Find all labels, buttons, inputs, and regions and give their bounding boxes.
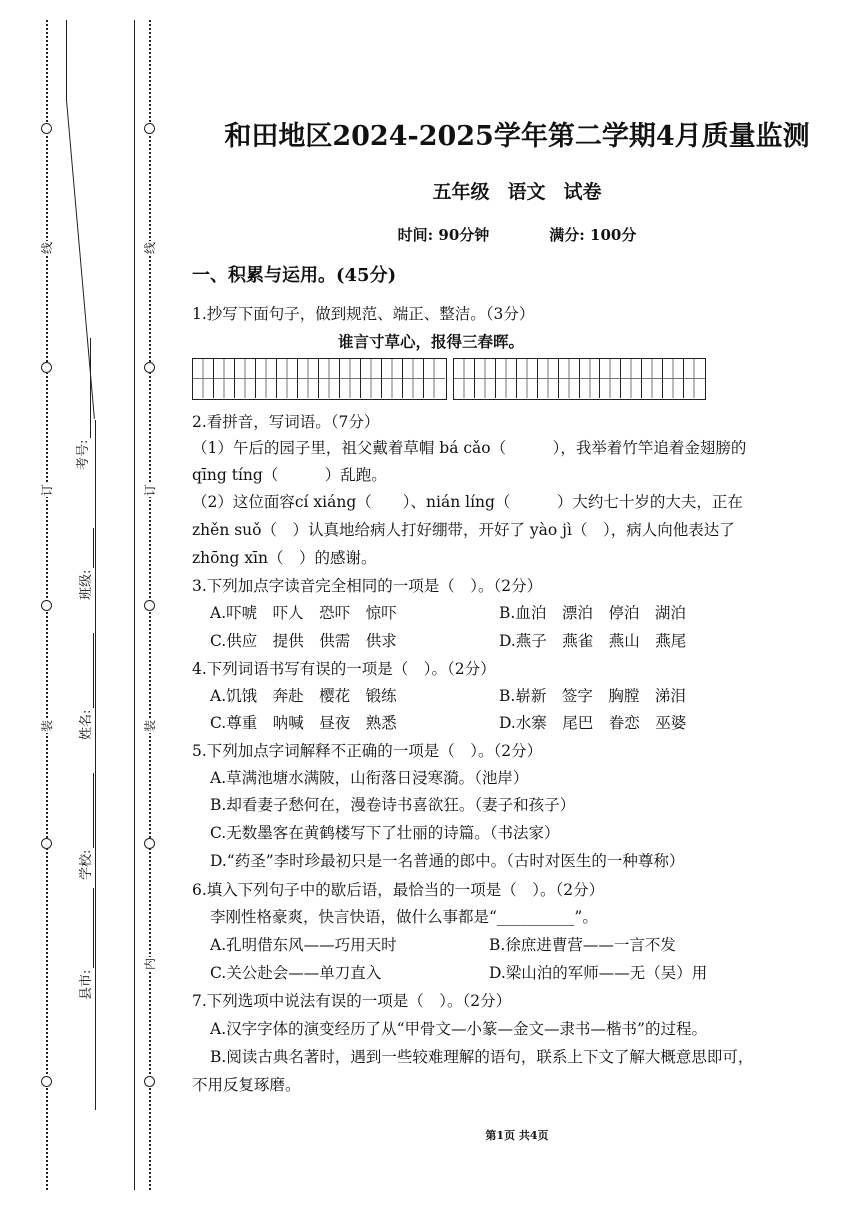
writing-cell[interactable] <box>214 359 235 398</box>
inner-solid-line <box>134 20 135 1190</box>
q4-option-a: A.饥饿 奔赴 樱花 锻练 <box>210 687 397 705</box>
school-blank[interactable] <box>79 773 94 848</box>
margin-circle <box>144 1076 155 1087</box>
writing-cell[interactable] <box>642 359 663 398</box>
margin-mark-zhuang: 装 <box>40 720 54 733</box>
q3-stem: 3.下列加点字读音完全相同的一项是（ ）。（2分） <box>192 577 543 595</box>
county-blank[interactable] <box>79 888 94 968</box>
margin-circle <box>144 362 155 373</box>
time-label: 时间: 90分钟 <box>397 226 490 244</box>
exam-number-blank[interactable] <box>76 338 91 438</box>
writing-cell[interactable] <box>193 359 214 398</box>
exam-number-field[interactable] <box>72 338 91 470</box>
class-field[interactable] <box>75 528 94 600</box>
q5-option-a: A.草满池塘水满陂，山衔落日浸寒漪。（池岸） <box>210 769 529 787</box>
margin-mark-ding: 订 <box>143 484 157 497</box>
q5-option-d: D.“药圣”李时珍最初只是一名普通的郎中。（古时对医生的一种尊称） <box>210 852 685 870</box>
binding-margin <box>0 0 170 1226</box>
margin-circle <box>144 838 155 849</box>
writing-cell[interactable] <box>277 359 298 398</box>
q4-option-c: C.尊重 呐喊 昼夜 熟悉 <box>210 714 397 732</box>
writing-cell[interactable] <box>475 359 496 398</box>
q1-sentence: 谁言寸草心，报得三春晖。 <box>338 332 525 351</box>
subject-label: 语文 <box>507 181 546 203</box>
writing-cell[interactable] <box>600 359 621 398</box>
school-field[interactable] <box>75 773 94 880</box>
q5-stem: 5.下列加点字词解释不正确的一项是（ ）。（2分） <box>192 742 543 760</box>
q6-option-a: A.孔明借东风——巧用天时 <box>210 936 397 954</box>
q6-option-d: D.梁山泊的军师——无（吴）用 <box>489 964 708 982</box>
writing-cell[interactable] <box>256 359 277 398</box>
margin-circle <box>41 1076 52 1087</box>
q6-context: 李刚性格豪爽，快言快语，做什么事都是“__________”。 <box>210 908 598 926</box>
writing-cell[interactable] <box>454 359 475 398</box>
q2-line: （2）这位面容cí xiáng（ ）、nián líng（ ）大约七十岁的大夫，正在 <box>192 493 743 511</box>
margin-circle <box>41 838 52 849</box>
school-label: 学校: <box>79 849 94 880</box>
outer-solid-line-lower <box>95 420 96 1110</box>
outer-solid-line <box>66 20 67 100</box>
exam-info <box>192 224 842 245</box>
writing-cell[interactable] <box>559 359 580 398</box>
q7-stem: 7.下列选项中说法有误的一项是（ ）。（2分） <box>192 992 512 1010</box>
writing-cell[interactable] <box>319 359 340 398</box>
writing-cell[interactable] <box>517 359 538 398</box>
writing-cell[interactable] <box>382 359 403 398</box>
q2-line: zhěn suǒ（ ）认真地给病人打好绷带，开好了 yào jì（ ），病人向他表达了 <box>192 521 735 539</box>
q2-stem: 2.看拼音，写词语。（7分） <box>192 413 380 431</box>
q6-stem: 6.填入下列句子中的歇后语，最恰当的一项是（ ）。（2分） <box>192 881 605 899</box>
name-blank[interactable] <box>79 633 94 708</box>
name-label: 姓名: <box>79 709 94 740</box>
q7-option-b-cont: 不用反复琢磨。 <box>192 1076 301 1094</box>
writing-cell[interactable] <box>580 359 601 398</box>
margin-mark-nei: 内 <box>143 958 157 971</box>
margin-circle <box>144 123 155 134</box>
margin-circle <box>41 123 52 134</box>
q2-line: （1）午后的园子里，祖父戴着草帽 bá cǎo（ ），我举着竹竿追着金翅膀的 <box>192 439 747 457</box>
q2-line: zhōng xīn（ ）的感谢。 <box>192 549 377 567</box>
score-label: 满分: 100分 <box>549 226 637 244</box>
q5-option-c: C.无数墨客在黄鹤楼写下了壮丽的诗篇。（书法家） <box>210 824 560 842</box>
q6-option-b: B.徐庶进曹营——一言不发 <box>489 936 676 954</box>
q5-option-b: B.却看妻子愁何在，漫卷诗书喜欲狂。（妻子和孩子） <box>210 796 576 814</box>
writing-cell[interactable] <box>298 359 319 398</box>
q4-option-b: B.崭新 签字 胸膛 涕泪 <box>499 687 686 705</box>
q3-option-a: A.吓唬 吓人 恐吓 惊吓 <box>210 604 397 622</box>
writing-grid-right[interactable] <box>453 358 706 400</box>
writing-cell[interactable] <box>684 359 705 398</box>
margin-circle <box>41 600 52 611</box>
margin-mark-zhuang: 装 <box>143 720 157 733</box>
margin-mark-xian: 线 <box>40 242 54 255</box>
margin-circle <box>144 600 155 611</box>
county-label: 县市: <box>79 969 94 1000</box>
exam-subtitle <box>192 177 842 204</box>
exam-title: 和田地区2024-2025学年第二学期4月质量监测 <box>224 121 810 152</box>
q3-option-d: D.燕子 燕雀 燕山 燕尾 <box>499 632 687 650</box>
writing-cell[interactable] <box>496 359 517 398</box>
county-field[interactable] <box>75 888 94 1000</box>
q4-option-d: D.水寨 尾巴 眷恋 巫婆 <box>499 714 687 732</box>
class-label: 班级: <box>79 569 94 600</box>
section-title: 一、积累与运用。(45分) <box>192 265 397 286</box>
paper-label: 试卷 <box>563 181 602 203</box>
margin-mark-ding: 订 <box>40 484 54 497</box>
writing-cell[interactable] <box>538 359 559 398</box>
writing-cell[interactable] <box>663 359 684 398</box>
q7-option-a: A.汉字字体的演变经历了从“甲骨文—小篆—金文—隶书—楷书”的过程。 <box>210 1020 707 1038</box>
margin-circle <box>41 362 52 373</box>
q3-option-c: C.供应 提供 供需 供求 <box>210 632 397 650</box>
margin-mark-xian: 线 <box>143 242 157 255</box>
class-blank[interactable] <box>79 528 94 568</box>
q6-option-c: C.关公赴会——单刀直入 <box>210 964 382 982</box>
writing-cell[interactable] <box>235 359 256 398</box>
writing-cell[interactable] <box>361 359 382 398</box>
q2-line: qīng tíng（ ）乱跑。 <box>192 466 387 484</box>
q3-option-b: B.血泊 漂泊 停泊 湖泊 <box>499 604 686 622</box>
q1-stem: 1.抄写下面句子，做到规范、端正、整洁。（3分） <box>192 305 535 323</box>
name-field[interactable] <box>75 633 94 740</box>
page-footer: 第1页 共4页 <box>485 1129 549 1142</box>
q4-stem: 4.下列词语书写有误的一项是（ ）。（2分） <box>192 660 496 678</box>
writing-cell[interactable] <box>621 359 642 398</box>
writing-cell[interactable] <box>424 359 445 398</box>
writing-cell[interactable] <box>403 359 424 398</box>
writing-cell[interactable] <box>340 359 361 398</box>
exam-number-label: 考号: <box>76 439 91 470</box>
grade-label: 五年级 <box>432 181 490 203</box>
writing-grid-left[interactable] <box>192 358 447 400</box>
q7-option-b: B.阅读古典名著时，遇到一些较难理解的语句，联系上下文了解大概意思即可， <box>210 1048 754 1066</box>
